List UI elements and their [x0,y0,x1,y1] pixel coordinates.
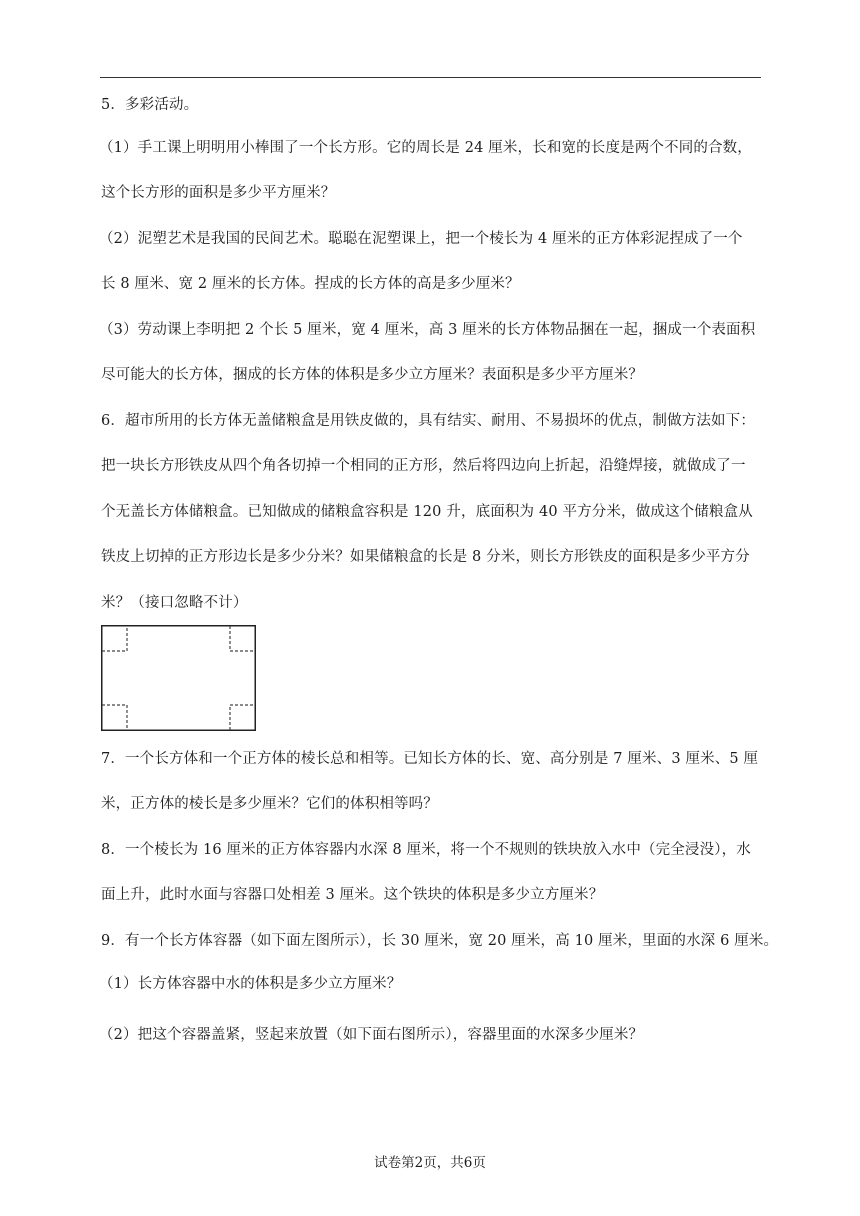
question-5-part-3-line-2: 尽可能大的长方体，捆成的长方体的体积是多少立方厘米？表面积是多少平方厘米？ [101,367,644,383]
question-6-line-2: 把一块长方形铁皮从四个角各切掉一个相同的正方形，然后将四边向上折起，沿缝焊接，就做成了一 [101,458,746,474]
question-5-part-1-line-2: 这个长方形的面积是多少平方厘米？ [101,185,336,201]
header-rule [100,77,761,78]
question-9-line-1: 9．有一个长方体容器（如下面左图所示），长 30 厘米，宽 20 厘米，高 10 厘米，里面的水深 6 厘米。 [101,933,779,949]
cut-corner-top-right [230,626,255,651]
page-footer: 试卷第2页，共6页 [374,1155,486,1171]
question-9-part-1: （1）长方体容器中水的体积是多少立方厘米？ [99,976,402,992]
question-5-part-2-line-2: 长 8 厘米、宽 2 厘米的长方体。捏成的长方体的高是多少厘米？ [101,276,520,292]
question-7-line-2: 米，正方体的棱长是多少厘米？它们的体积相等吗？ [101,796,438,812]
question-9-part-2: （2）把这个容器盖紧，竖起来放置（如下面右图所示），容器里面的水深多少厘米？ [99,1027,644,1043]
question-6-line-1: 6．超市所用的长方体无盖储粮盒是用铁皮做的，具有结实、耐用、不易损坏的优点，制做方法如下： [101,413,755,429]
question-5-part-2-line-1: （2）泥塑艺术是我国的民间艺术。聪聪在泥塑课上，把一个棱长为 4 厘米的正方体彩泥捏成了一个 [99,231,743,247]
question-5-part-3-line-1: （3）劳动课上李明把 2 个长 5 厘米，宽 4 厘米，高 3 厘米的长方体物品捆在一起，捆成一个表面积 [99,322,756,338]
cut-corner-lines [102,626,255,730]
cut-corner-bottom-right [230,705,255,730]
question-8-line-2: 面上升，此时水面与容器口处相差 3 厘米。这个铁块的体积是多少立方厘米？ [101,887,604,903]
question-6-line-4: 铁皮上切掉的正方形边长是多少分米？如果储粮盒的长是 8 分米，则长方形铁皮的面积是多少平方分 [101,549,750,565]
question-5-title: 5．多彩活动。 [101,97,199,113]
question-8-line-1: 8．一个棱长为 16 厘米的正方体容器内水深 8 厘米，将一个不规则的铁块放入水中（完全浸没），水 [101,842,751,858]
question-6-line-5: 米？（接口忽略不计） [101,595,248,611]
question-5-part-1-line-1: （1）手工课上明明用小棒围了一个长方形。它的周长是 24 厘米，长和宽的长度是两个不同的合数， [99,140,752,156]
question-6-line-3: 个无盖长方体储粮盒。已知做成的储粮盒容积是 120 升，底面积为 40 平方分米，做成这个储粮盒从 [101,504,753,520]
metal-sheet-figure [101,625,256,731]
sheet-outline [102,626,256,731]
question-7-line-1: 7．一个长方体和一个正方体的棱长总和相等。已知长方体的长、宽、高分别是 7 厘米、3 厘米、5 厘 [101,751,759,767]
cut-corner-bottom-left [102,705,127,730]
cut-corner-top-left [102,626,127,651]
